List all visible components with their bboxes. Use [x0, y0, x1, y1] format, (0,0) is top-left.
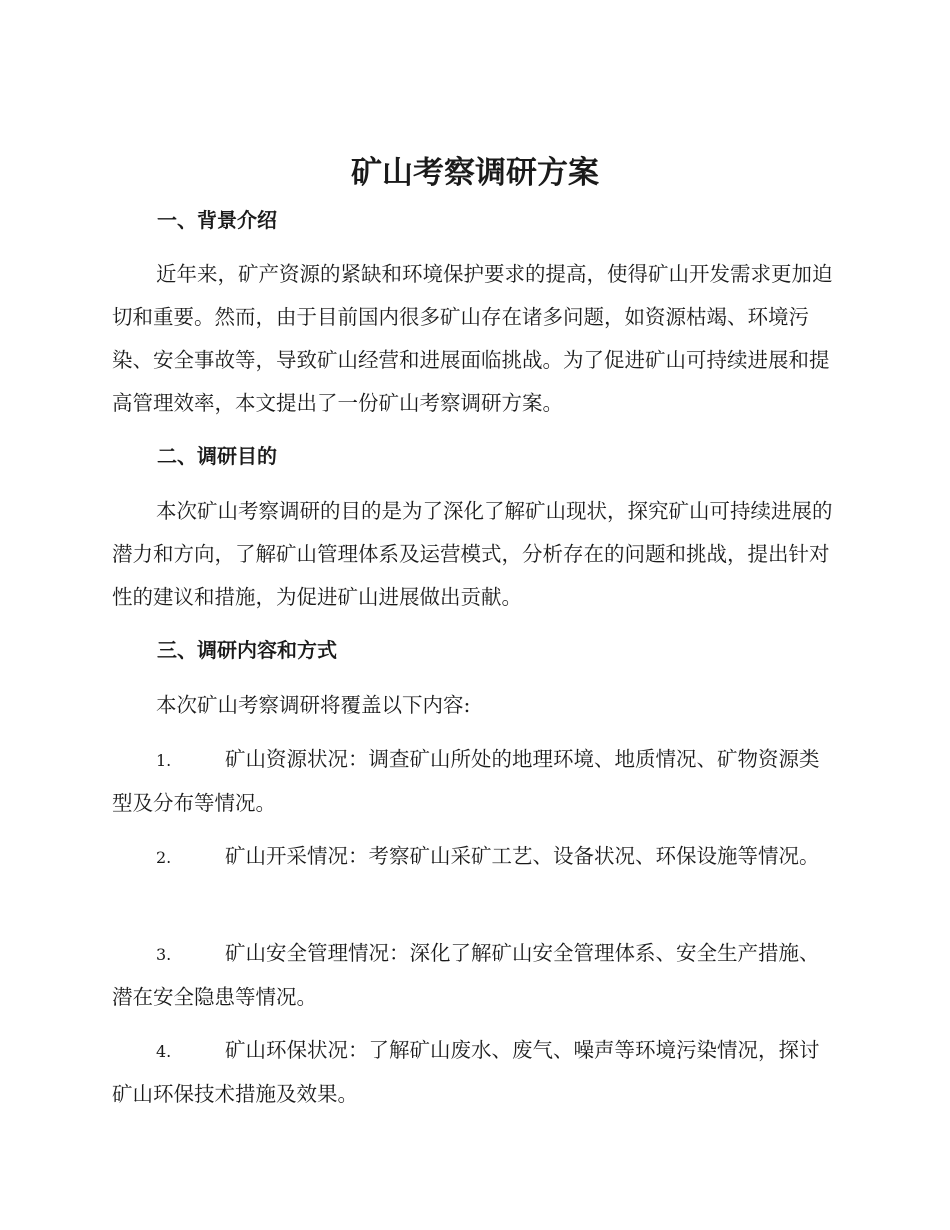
- list-item-text: 矿山环保状况：了解矿山废水、废气、噪声等环境污染情况，探讨矿山环保技术措施及效果。: [112, 1038, 820, 1106]
- list-item: [112, 932, 834, 1019]
- section-heading-background: 一、背景介绍: [157, 208, 277, 232]
- document-title: 矿山考察调研方案: [351, 155, 599, 191]
- list-item-number: 2.: [156, 848, 172, 867]
- paragraph-purpose: 本次矿山考察调研的目的是为了深化了解矿山现状，探究矿山可持续进展的潜力和方向，了解矿山管理体系及运营模式，分析存在的问题和挑战，提出针对性的建议和措施，为促进矿山进展做出贡献。: [112, 499, 833, 609]
- list-item: [112, 835, 834, 879]
- list-item: [112, 738, 834, 825]
- list-item-number: 1.: [156, 751, 172, 770]
- section-heading-content: 三、调研内容和方式: [157, 638, 337, 662]
- list-item-number: 4.: [156, 1042, 172, 1061]
- list-item: [112, 1029, 834, 1116]
- list-item-text: 矿山安全管理情况：深化了解矿山安全管理体系、安全生产措施、潜在安全隐患等情况。: [112, 941, 820, 1009]
- paragraph-content-intro: 本次矿山考察调研将覆盖以下内容:: [156, 693, 471, 717]
- list-item-number: 3.: [156, 945, 172, 964]
- list-item-text: 矿山开采情况：考察矿山采矿工艺、设备状况、环保设施等情况。: [225, 844, 820, 868]
- list-item-text: 矿山资源状况：调查矿山所处的地理环境、地质情况、矿物资源类型及分布等情况。: [112, 747, 820, 815]
- paragraph-background: 近年来，矿产资源的紧缺和环境保护要求的提高，使得矿山开发需求更加迫切和重要。然而，由于目前国内很多矿山存在诸多问题，如资源枯竭、环境污染、安全事故等，导致矿山经营和进展面临挑战。为了促进矿山可持续进展和提高管理效率，本文提出了一份矿山考察调研方案。: [112, 262, 833, 415]
- section-heading-purpose: 二、调研目的: [157, 444, 277, 468]
